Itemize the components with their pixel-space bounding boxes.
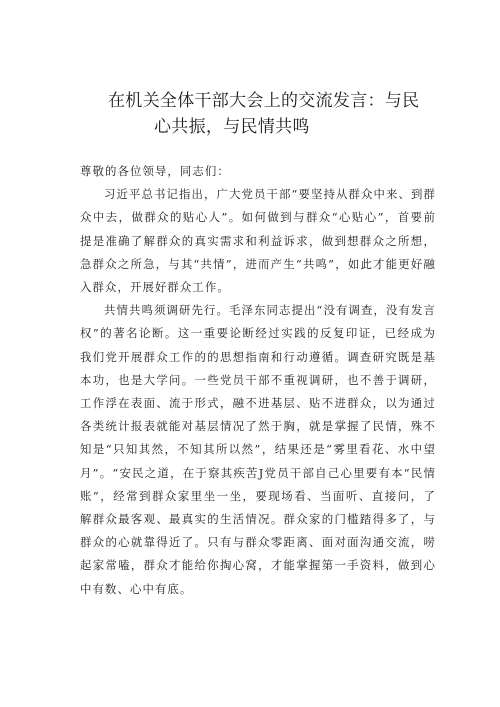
title-line-2: 心共振，与民情共鸣 [154,117,310,137]
document-body [80,160,436,601]
document-title [90,88,440,140]
title-line-1: 在机关全体干部大会上的交流发言：与民 [108,91,420,111]
paragraph-2: 共情共鸣须调研先行。毛泽东同志提出“没有调查，没有发言权”的著名论断。这一重要论断经过实践的反复印证，已经成为我们党开展群众工作的的思想指南和行动遵循。调查研究既是基本功，也是大学问。一些党员干部不重视调研，也不善于调研，工作浮在表面、流于形式，融不进基层、贴不进群众，以为通过各类统计报表就能对基层情况了然于胸，就是掌握了民情，殊不知是“只知其然，不知其所以然”，结果还是“雾里看花、水中望月”。“安民之道，在于察其疾苦J党员干部自己心里要有本“民情账”，经常到群众家里坐一坐，要现场看、当面听、直接问，了解群众最客观、最真实的生活情况。群众家的门槛踏得多了，与群众的心就靠得近了。只有与群众零距离、面对面沟通交流，唠起家常嗑，群众才能给你掏心窝，才能掌握第一手资料，做到心中有数、心中有底。 [80,303,436,596]
salutation: 尊敬的各位领导，同志们： [80,164,230,178]
paragraph-1: 习近平总书记指出，广大党员干部“要坚持从群众中来、到群众中去，做群众的贴心人”。如何做到与群众“心贴心”，首要前提是准确了解群众的真实需求和利益诉求，做到想群众之所想，急群众之所急，与其“共情”，进而产生“共鸣”，如此才能更好融入群众，开展好群众工作。 [80,187,436,295]
